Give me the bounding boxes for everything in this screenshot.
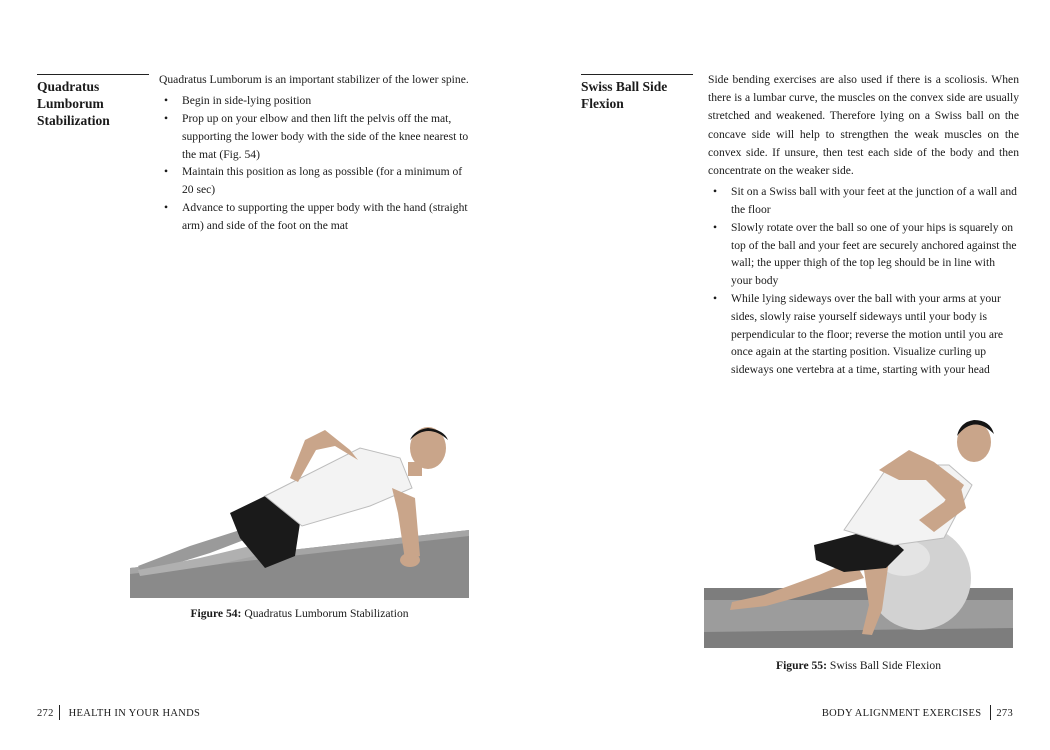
figure-55-text: Swiss Ball Side Flexion xyxy=(829,659,941,672)
list-item: • Maintain this position as long as possible (for a minimum of 20 sec) xyxy=(182,163,469,199)
side-plank-photo-icon xyxy=(130,418,469,598)
left-body-text xyxy=(159,71,469,235)
page-number-left: 272 xyxy=(37,708,54,719)
list-item: • Sit on a Swiss ball with your feet at the junction of a wall and the floor xyxy=(731,183,1019,219)
list-item: • While lying sideways over the ball with your arms at your sides, slowly raise yourself sideways until your body is perpendicular to the floor; reverse the motion until you are once again at the starting position. Visualize curling up sideways one vertebra at a time, starting with your head xyxy=(731,290,1019,379)
right-bullet-list xyxy=(708,183,1019,379)
section-title-quadratus: Quadratus Lumborum Stabilization xyxy=(37,74,149,129)
list-item: • Prop up on your elbow and then lift the pelvis off the mat, supporting the lower body with the side of the knee nearest to the mat (Fig. 54) xyxy=(182,110,469,163)
left-footer xyxy=(37,705,200,720)
list-item: • Advance to supporting the upper body with the hand (straight arm) and side of the foot on the mat xyxy=(182,199,469,235)
section-title-swiss-ball: Swiss Ball Side Flexion xyxy=(581,74,693,112)
figure-54-text: Quadratus Lumborum Stabilization xyxy=(244,607,409,620)
right-body-text xyxy=(708,71,1019,379)
footer-divider xyxy=(59,705,60,720)
left-bullet-list xyxy=(159,92,469,234)
right-intro: Side bending exercises are also used if there is a scoliosis. When there is a lumbar curve, the muscles on the convex side are usually stretched and weakened. Therefore lying on a Swiss ball on the concave side will help to strengthen the weak muscles on the convex side. If unsure, then test each side of the body and then concentrate on the weaker side. xyxy=(708,73,1019,178)
figure-54-label: Figure 54: xyxy=(190,607,242,620)
figure-55-label: Figure 55: xyxy=(775,659,827,672)
running-head-right: BODY ALIGNMENT EXERCISES xyxy=(821,708,982,719)
right-footer xyxy=(822,705,1013,720)
figure-55-caption xyxy=(704,659,1013,672)
left-intro: Quadratus Lumborum is an important stabilizer of the lower spine. xyxy=(159,73,469,86)
right-page xyxy=(525,0,1050,750)
list-item: • Slowly rotate over the ball so one of your hips is squarely on top of the ball and your feet are securely anchored against the wall; the upper thigh of the top leg should be in line with your body xyxy=(731,219,1019,290)
list-item: • Begin in side-lying position xyxy=(182,92,469,110)
figure-54-caption xyxy=(130,607,469,620)
page-number-right: 273 xyxy=(996,708,1013,719)
footer-divider xyxy=(990,705,991,720)
swiss-ball-side-flexion-photo-icon xyxy=(704,410,1013,648)
running-head-left: HEALTH IN YOUR HANDS xyxy=(68,708,201,719)
